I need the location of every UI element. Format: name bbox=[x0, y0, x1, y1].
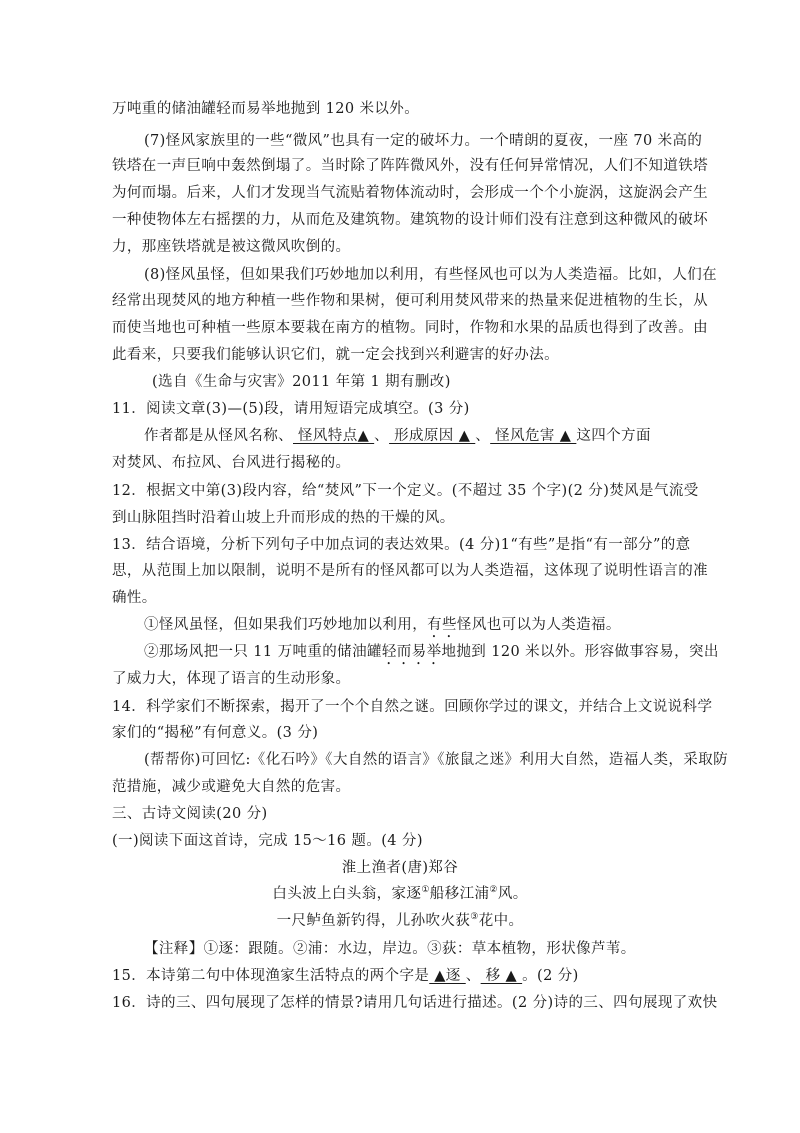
source-citation: (选自《生命与灾害》2011 年第 1 期有删改) bbox=[152, 374, 451, 390]
paragraph-line: 万吨重的储油罐轻而易举地抛到 120 米以外。 bbox=[112, 101, 420, 117]
poem-title: 淮上渔者(唐)郑谷 bbox=[341, 860, 459, 876]
answer-text: 作者都是从怪风名称、 bbox=[144, 428, 293, 444]
poem-text: 白头波上白头翁，家逐 bbox=[272, 886, 422, 902]
poem-notes: 【注释】①逐：跟随。②浦：水边，岸边。③荻：草本植物，形状像芦苇。 bbox=[144, 941, 636, 957]
paragraph-line: 铁塔在一声巨响中轰然倒塌了。当时除了阵阵微风外，没有任何异常情况，人们不知道铁塔 bbox=[112, 158, 708, 174]
example-sentence-2 bbox=[144, 642, 719, 668]
paragraph-line: 一种使物体左右摇摆的力，从而危及建筑物。建筑物的设计师们没有注意到这种微风的破坏 bbox=[112, 212, 708, 228]
paragraph-line: 家们的“揭秘”有何意义。(3 分) bbox=[112, 725, 319, 741]
dotted-word: 有些 bbox=[427, 617, 457, 633]
poem-text: 一尺鲈鱼新钓得，儿孙吹火荻 bbox=[276, 913, 471, 929]
poem-text: 风。 bbox=[497, 886, 528, 902]
footnote-mark: ② bbox=[489, 885, 498, 896]
sentence-text: ②那场风把一只 11 万吨重的储油罐 bbox=[144, 644, 382, 660]
answer-text: 这四个方面 bbox=[576, 428, 651, 444]
question-text: 15．本诗第二句中体现渔家生活特点的两个字是 bbox=[112, 968, 430, 984]
sentence-text: 地抛到 120 米以外。形容做事容易，突出 bbox=[441, 644, 719, 660]
paragraph-line: 此看来，只要我们能够认识它们，就一定会找到兴利避害的好办法。 bbox=[112, 347, 559, 363]
poem-text: 花中。 bbox=[478, 913, 524, 929]
question-11-answer bbox=[144, 426, 688, 446]
sentence-text: 怪风也可以为人类造福。 bbox=[456, 617, 621, 633]
paragraph-line: 思，从范围上加以限制，说明不是所有的怪风都可以为人类造福，这体现了说明性语言的准 bbox=[112, 563, 708, 579]
answer-text: 、 bbox=[374, 428, 390, 444]
paragraph-line: 了威力大，体现了语言的生动形象。 bbox=[112, 671, 351, 687]
paragraph-line: 而使当地也可种植一些原本要栽在南方的植物。同时，作物和水果的品质也得到了改善。由 bbox=[112, 320, 708, 336]
question-14: 14．科学家们不断探索，揭开了一个个自然之谜。回顾你学过的课文，并结合上文说说科学 bbox=[112, 699, 713, 715]
answer-blank-3: 怪风危害 ▲ bbox=[490, 428, 577, 444]
answer-blank-1: ▲逐 bbox=[429, 968, 466, 984]
hint-line: (帮帮你)可回忆:《化石吟》《大自然的语言》《旅鼠之迷》利用大自然，造福人类，采取防 bbox=[144, 752, 728, 768]
paragraph-line: 经常出现焚风的地方种植一些作物和果树，便可利用焚风带来的热量来促进植物的生长，从 bbox=[112, 293, 708, 309]
answer-blank-2: 形成原因 ▲ bbox=[389, 428, 476, 444]
dotted-word: 轻而易举 bbox=[381, 644, 442, 660]
question-15 bbox=[112, 966, 688, 986]
paragraph-line: (7)怪风家族里的一些“微风”也具有一定的破坏力。一个晴朗的夏夜，一座 70 米高的 bbox=[144, 133, 703, 149]
question-11: 11．阅读文章(3)—(5)段，请用短语完成填空。(3 分) bbox=[112, 401, 470, 417]
paragraph-line: 范措施，减少或避免大自然的危害。 bbox=[112, 779, 351, 795]
answer-blank-1: 怪风特点▲ bbox=[293, 428, 375, 444]
poem-text: 船移江浦 bbox=[429, 886, 490, 902]
question-text: 。(2 分) bbox=[522, 968, 579, 984]
paragraph-line: 为何而塌。后来，人们才发现当气流贴着物体流动时，会形成一个个小旋涡，这旋涡会产生 bbox=[112, 185, 708, 201]
footnote-mark: ① bbox=[421, 885, 430, 896]
answer-text: 、 bbox=[475, 428, 491, 444]
question-13: 13．结合语境，分析下列句子中加点词的表达效果。(4 分)1“有些”是指“有一部分”的意 bbox=[112, 537, 691, 553]
paragraph-line: 对焚风、布拉风、台风进行揭秘的。 bbox=[112, 455, 351, 471]
subsection-heading: (一)阅读下面这首诗，完成 15～16 题。(4 分) bbox=[112, 833, 423, 849]
paragraph-line: 力，那座铁塔就是被这微风吹倒的。 bbox=[112, 239, 351, 255]
question-text: 、 bbox=[465, 968, 481, 984]
poem-line-1 bbox=[0, 884, 800, 904]
question-16: 16．诗的三、四句展现了怎样的情景?请用几句话进行描述。(2 分)诗的三、四句展现了欢快 bbox=[112, 995, 718, 1011]
paragraph-line: 到山脉阻挡时沿着山坡上升而形成的热的干燥的风。 bbox=[112, 510, 455, 526]
paragraph-line: 确性。 bbox=[112, 590, 157, 606]
poem-line-2 bbox=[0, 911, 800, 931]
question-12: 12．根据文中第(3)段内容，给“焚风”下一个定义。(不超过 35 个字)(2 分)焚风是气流受 bbox=[112, 483, 699, 499]
footnote-mark: ③ bbox=[470, 912, 479, 923]
section-heading: 三、古诗文阅读(20 分) bbox=[112, 806, 268, 822]
paragraph-line: (8)怪风虽怪，但如果我们巧妙地加以利用，有些怪风也可以为人类造福。比如，人们在 bbox=[144, 267, 718, 283]
sentence-text: ①怪风虽怪，但如果我们巧妙地加以利用， bbox=[144, 617, 428, 633]
answer-blank-2: 移 ▲ bbox=[480, 968, 523, 984]
example-sentence-1 bbox=[144, 615, 688, 641]
